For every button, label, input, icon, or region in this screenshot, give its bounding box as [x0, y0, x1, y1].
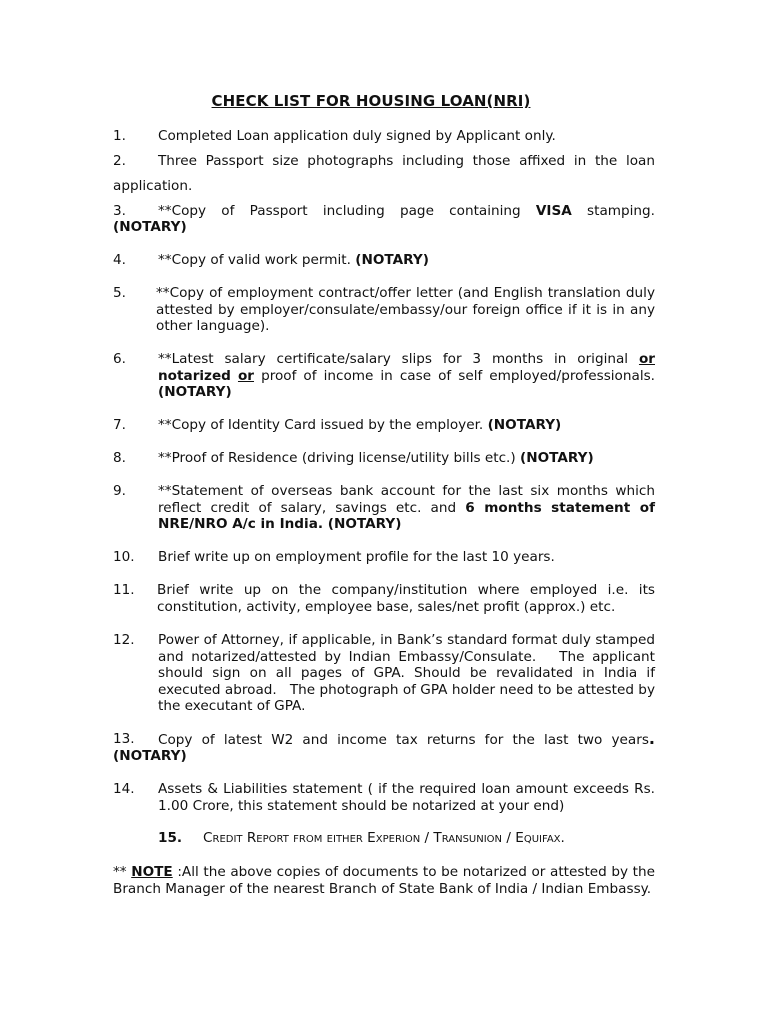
item-text: Assets & Liabilities statement ( if the required loan amount exceeds Rs. 1.00 Crore, this statement should be notarized at your end) — [158, 781, 655, 814]
item-number: 1. — [113, 128, 126, 144]
note-paragraph: ** NOTE :All the above copies of documents to be notarized or attested by the Branch Manager of the nearest Branch of State Bank of India / Indian Embassy. — [113, 864, 655, 897]
item-number: 3. — [113, 203, 126, 219]
item-text: **Proof of Residence (driving license/utility bills etc.) (NOTARY) — [158, 450, 594, 466]
item-text: Power of Attorney, if applicable, in Bank’s standard format duly stamped and notarized/attested by Indian Embassy/Consulate. The applicant should sign on all pages of GPA. Should be revalidated in India if executed abroad. The photograph of GPA holder need to be attested by the executant of GPA. — [158, 632, 660, 714]
item-text: Copy of latest W2 and income tax returns for the last two years. — [158, 729, 655, 748]
note-text: :All the above copies of documents to be notarized or attested by the Branch Manager of the nearest Branch of State Bank of India / Indian Embassy. — [113, 864, 655, 897]
item-text: Completed Loan application duly signed by Applicant only. — [158, 128, 556, 144]
item-text: application. — [113, 178, 193, 194]
item-text: **Statement of overseas bank account for the last six months which reflect credit of salary, savings etc. and 6 months statement of NRE/NRO A/c in India. (NOTARY) — [158, 483, 655, 532]
item-number: 13. — [113, 731, 135, 747]
notary-label: (NOTARY) — [113, 748, 187, 764]
item-number: 6. — [113, 351, 126, 367]
item-number: 4. — [113, 252, 126, 268]
item-number: 9. — [113, 483, 126, 499]
item-number: 7. — [113, 417, 126, 433]
item-text: Brief write up on the company/institution where employed i.e. its constitution, activity, employee base, sales/net profit (approx.) etc. — [157, 582, 655, 615]
item-number: 11. — [113, 582, 135, 598]
item-number: 2. — [113, 153, 126, 169]
notary-label: (NOTARY) — [520, 450, 594, 466]
item-text: Credit Report from either Experion / Transunion / Equifax. — [203, 830, 565, 846]
item-text: **Copy of valid work permit. (NOTARY) — [158, 252, 429, 268]
notary-label: (NOTARY) — [487, 417, 562, 433]
item-text: **Latest salary certificate/salary slips for 3 months in original or notarized or proof of income in case of self employed/professionals. (NOTARY) — [158, 351, 656, 400]
notary-label: (NOTARY) — [113, 219, 187, 235]
notary-label: (NOTARY) — [158, 384, 232, 400]
note-label: NOTE — [131, 864, 173, 880]
page-title: CHECK LIST FOR HOUSING LOAN(NRI) — [211, 92, 531, 110]
item-text: **Copy of Passport including page containing VISA stamping. — [158, 203, 656, 219]
item-number: 15. — [158, 830, 183, 846]
notary-label: (NOTARY) — [355, 252, 429, 268]
item-text: Brief write up on employment profile for the last 10 years. — [158, 549, 555, 565]
item-number: 10. — [113, 549, 135, 565]
item-number: 8. — [113, 450, 126, 466]
item-text: **Copy of employment contract/offer letter (and English translation duly attested by employer/consulate/embassy/our foreign office if it is in any other language). — [156, 285, 655, 334]
item-number: 5. — [113, 285, 126, 301]
item-text: Three Passport size photographs including those affixed in the loan — [158, 153, 655, 169]
item-number: 12. — [113, 632, 135, 648]
item-number: 14. — [113, 781, 135, 797]
item-text: **Copy of Identity Card issued by the employer. (NOTARY) — [158, 417, 562, 433]
